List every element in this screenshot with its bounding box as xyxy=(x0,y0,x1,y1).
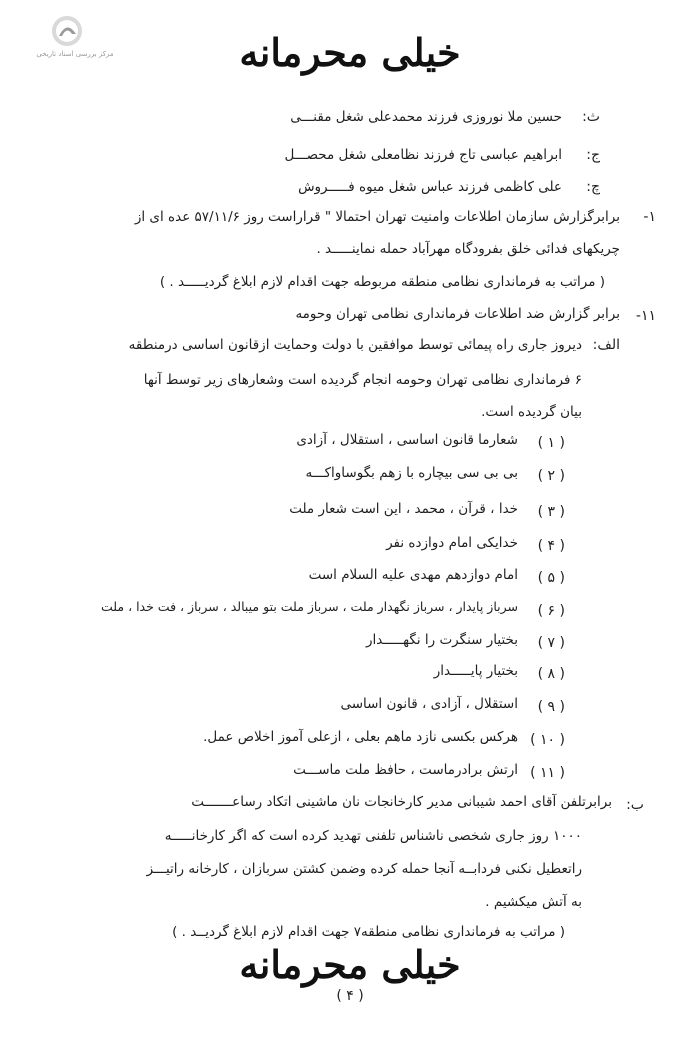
section-b-line-4: به آتش میکشیم . xyxy=(485,894,582,910)
section-b-closing: ( مراتب به فرمانداری نظامی منطقه۷ جهت اقدام لازم ابلاغ گردیــد . ) xyxy=(172,924,565,940)
slogan-4-number: ( ۴ ) xyxy=(537,538,565,554)
slogan-6-text: سرباز پایدار ، سرباز نگهدار ملت ، سرباز ملت بتو میبالد ، سرباز ، فت خدا ، ملت xyxy=(100,599,518,614)
report-1-number: ۱- xyxy=(643,209,656,225)
report-2-number: ۱۱- xyxy=(635,308,656,324)
slogan-8-text: بختیار پایـــــدار xyxy=(433,663,518,679)
report-1-line-1: برابرگزارش سازمان اطلاعات وامنیت تهران احتمالا " قراراست روز ۵۷/۱۱/۶ عده ای از xyxy=(134,209,620,225)
slogan-4-text: خدایکی امام دوازده نفر xyxy=(386,535,518,551)
person-3-text: علی کاظمی فرزند عباس شغل میوه فـــــروش xyxy=(298,179,562,195)
report-2-heading: برابر گزارش ضد اطلاعات فرمانداری نظامی تهران وحومه xyxy=(295,306,620,322)
section-b-line-1: برابرتلفن آقای احمد شیبانی مدیر کارخانجات نان ماشینی اتکاد رساعـــــــت xyxy=(191,794,612,810)
slogan-10-number: ( ۱۰ ) xyxy=(530,732,565,748)
slogan-9-number: ( ۹ ) xyxy=(537,699,565,715)
report-1-line-2: چریکهای فدائی خلق بفرودگاه مهرآباد حمله نماینـــــد . xyxy=(316,241,620,257)
slogan-11-number: ( ۱۱ ) xyxy=(530,765,565,781)
slogan-1-text: شعارما قانون اساسی ، استقلال ، آزادی xyxy=(296,432,518,448)
slogan-7-number: ( ۷ ) xyxy=(537,635,565,651)
section-a-line-3: بیان گردیده است. xyxy=(481,404,582,420)
archive-logo-caption: مرکز بررسی اسناد تاریخی xyxy=(36,50,114,58)
slogan-3-text: خدا ، قرآن ، محمد ، این است شعار ملت xyxy=(289,501,518,517)
person-2-label: ج: xyxy=(586,147,600,163)
page-number: ( ۴ ) xyxy=(336,988,364,1004)
footer-classification-title: خیلی محرمانه xyxy=(239,942,461,987)
slogan-9-text: استقلال ، آزادی ، قانون اساسی xyxy=(340,696,518,712)
section-b-line-2: ۱۰۰۰ روز جاری شخصی ناشناس تلفنی تهدید کرده است که اگر کارخانـــــه xyxy=(164,828,582,844)
slogan-8-number: ( ۸ ) xyxy=(537,666,565,682)
slogan-10-text: هرکس بکسی نازد ماهم بعلی ، ازعلی آموز اخلاص عمل. xyxy=(203,729,518,745)
slogan-3-number: ( ۳ ) xyxy=(537,504,565,520)
report-1-closing: ( مراتب به فرمانداری نظامی منطقه مربوطه جهت اقدام لازم ابلاغ گردیـــــد . ) xyxy=(159,274,605,290)
slogan-5-text: امام دوازدهم مهدی علیه السلام است xyxy=(308,567,518,583)
archive-logo xyxy=(20,14,130,64)
slogan-1-number: ( ۱ ) xyxy=(537,435,565,451)
section-a-line-2: ۶ فرمانداری نظامی تهران وحومه انجام گردیده است وشعارهای زیر توسط آنها xyxy=(143,372,582,388)
archive-logo-icon xyxy=(50,14,84,48)
section-a-line-1: دیروز جاری راه پیمائی توسط موافقین با دولت وحمایت ازقانون اساسی درمنطقه xyxy=(128,337,582,353)
person-3-label: چ: xyxy=(586,179,600,195)
slogan-5-number: ( ۵ ) xyxy=(537,570,565,586)
person-2-text: ابراهیم عباسی تاج فرزند نظامعلی شغل محصـــل xyxy=(284,147,562,163)
slogan-6-number: ( ۶ ) xyxy=(537,603,565,619)
slogan-2-text: بی بی سی بیچاره با زهم بگوساواکـــه xyxy=(305,465,518,481)
section-b-label: ب: xyxy=(626,797,644,813)
section-b-line-3: راتعطیل نکنی فردابــه آنجا حمله کرده وضمن کشتن سربازان ، کارخانه راتیـــز xyxy=(146,861,582,877)
section-a-label: الف: xyxy=(592,337,620,353)
slogan-2-number: ( ۲ ) xyxy=(537,468,565,484)
person-1-label: ث: xyxy=(582,109,600,125)
slogan-7-text: بختیار سنگرت را نگهـــــدار xyxy=(366,632,518,648)
slogan-11-text: ارتش برادرماست ، حافظ ملت ماســـت xyxy=(293,762,518,778)
header-classification-title: خیلی محرمانه xyxy=(239,30,461,75)
person-1-text: حسین ملا نوروزی فرزند محمدعلی شغل مقنـــی xyxy=(290,109,562,125)
